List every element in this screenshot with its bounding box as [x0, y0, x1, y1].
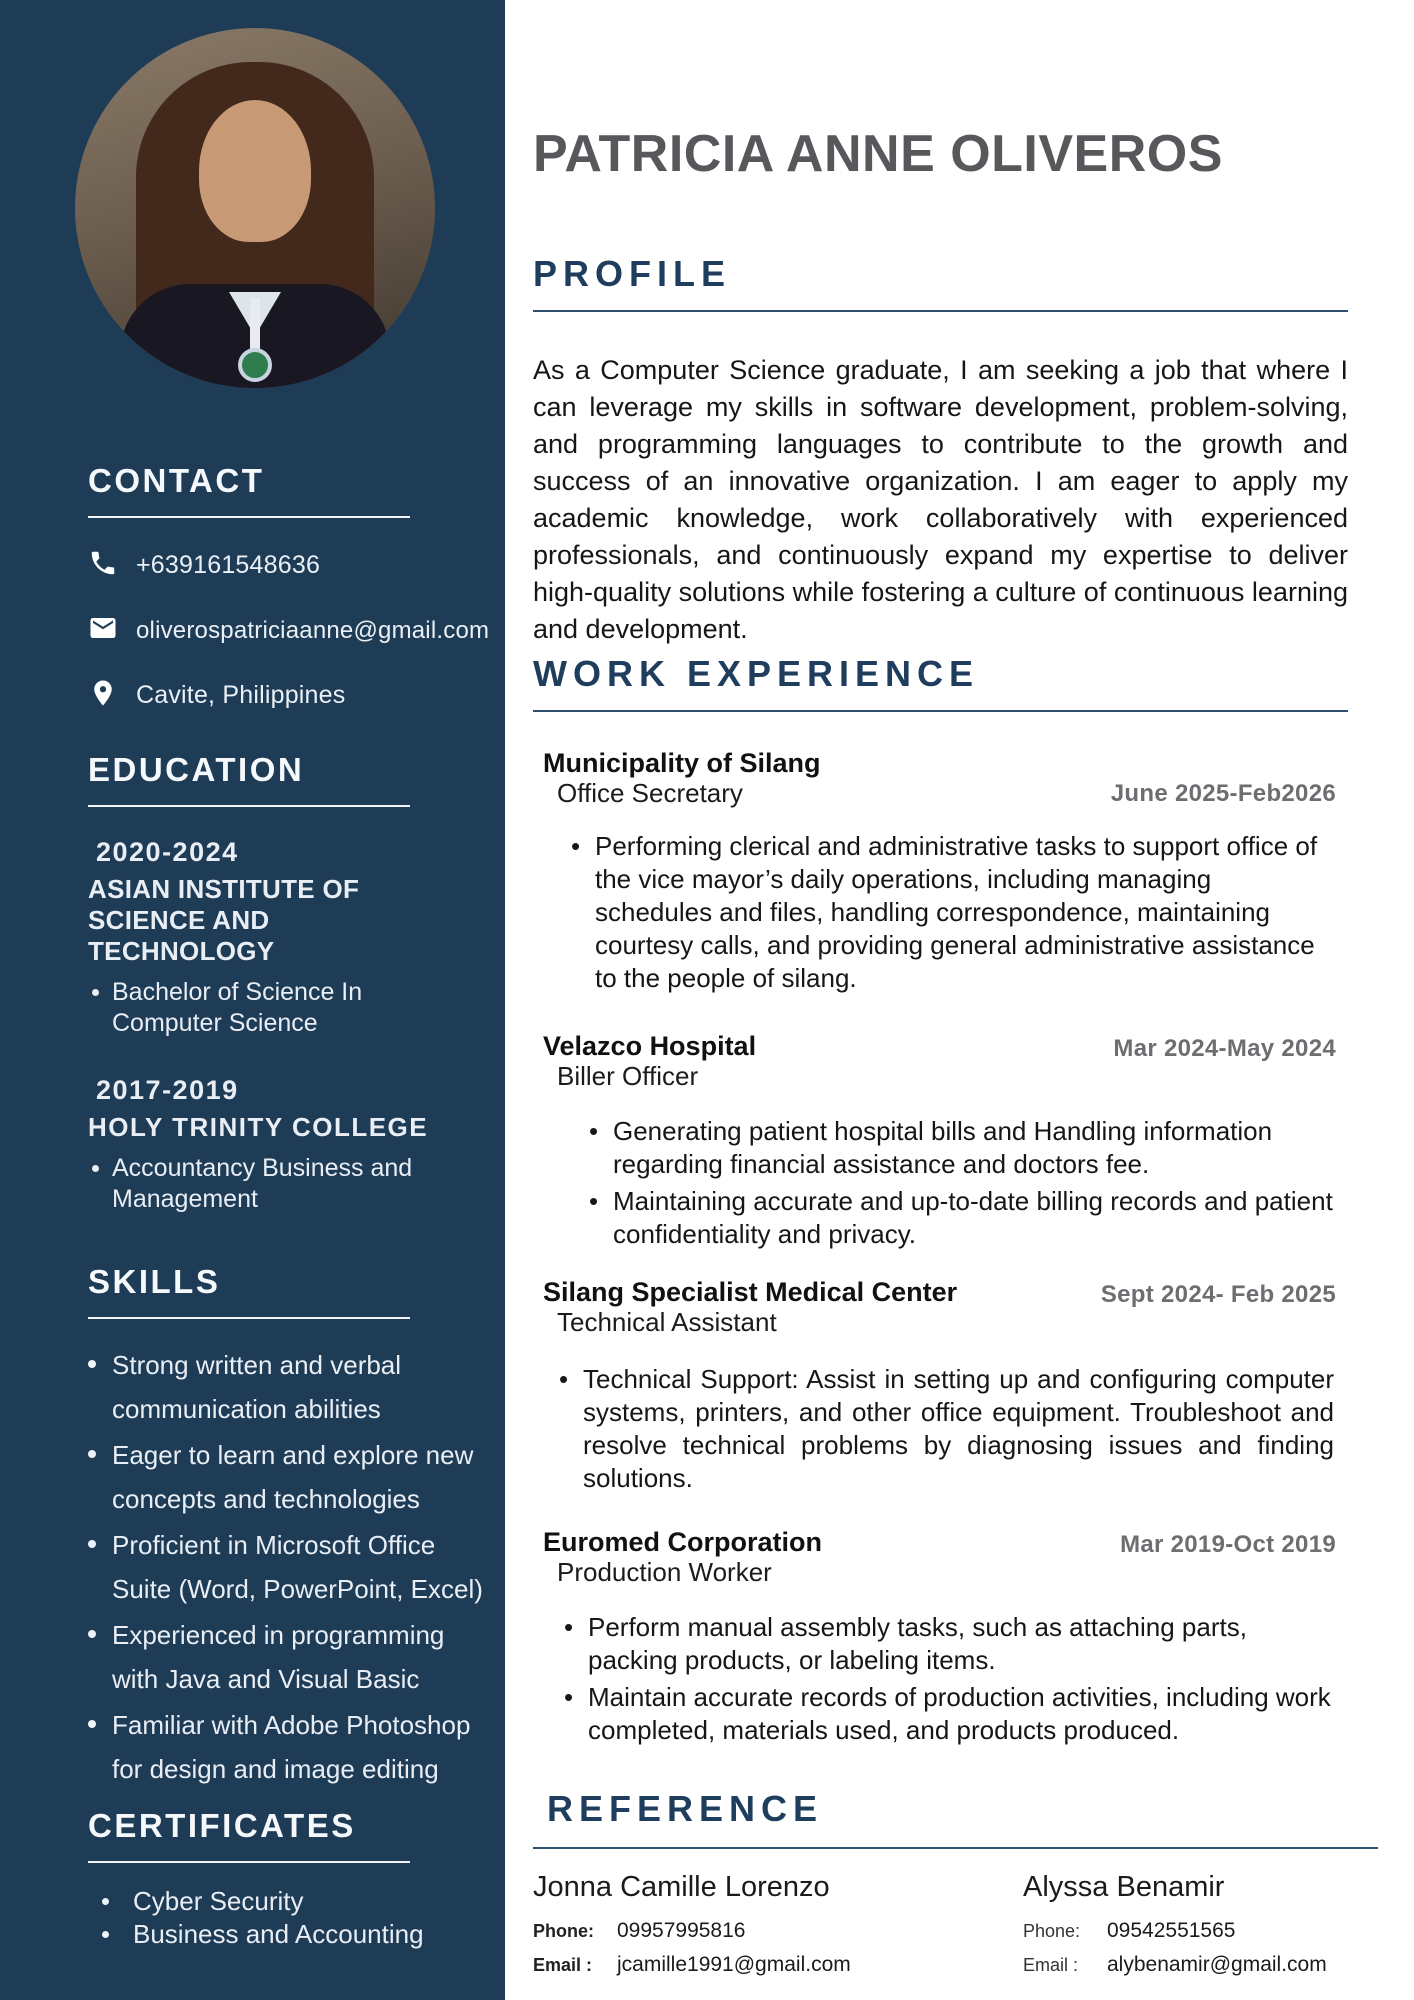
work-experience-section — [533, 653, 1348, 1747]
reference-email-label: Email : — [533, 1955, 593, 1975]
job-bullet: • Maintain accurate records of production activities, including work completed, materials used, and products produced. — [588, 1681, 1334, 1747]
phone-value: +639161548636 — [136, 551, 321, 579]
reference-phone-value: 09957995816 — [617, 1919, 746, 1942]
job-bullet: • Perform manual assembly tasks, such as attaching parts, packing products, or labeling items. — [588, 1611, 1334, 1677]
skills-divider — [88, 1317, 410, 1319]
email-value: oliverospatriciaanne@gmail.com — [136, 616, 490, 644]
education-degree-list — [88, 977, 495, 1039]
reference-email-label: Email : — [1023, 1955, 1079, 1975]
photo-face-shape — [199, 100, 311, 242]
job-title-block — [543, 1277, 957, 1337]
job-dates: June 2025-Feb2026 — [1110, 780, 1336, 807]
skill-item: Experienced in programming with Java and Visual Basic — [88, 1613, 483, 1701]
phone-icon — [88, 548, 118, 583]
education-divider — [88, 805, 410, 807]
reference-phone-label: Phone: — [1023, 1921, 1081, 1941]
job-company: Velazco Hospital — [543, 1031, 757, 1061]
reference-email-value: jcamille1991@gmail.com — [617, 1953, 851, 1976]
sidebar — [0, 0, 505, 2000]
job-header — [543, 748, 1348, 808]
profile-photo — [75, 28, 435, 388]
reference-email-row — [1023, 1953, 1327, 1977]
job-header — [543, 1277, 1348, 1337]
education-heading: EDUCATION — [88, 751, 305, 788]
reference-phone-label: Phone: — [533, 1921, 594, 1941]
job-title-block — [543, 1527, 822, 1587]
skill-item: Proficient in Microsoft Office Suite (Word, PowerPoint, Excel) — [88, 1523, 483, 1611]
certificates-heading: CERTIFICATES — [88, 1807, 356, 1844]
reference-phone-row — [533, 1919, 1023, 1943]
reference-email-value: alybenamir@gmail.com — [1107, 1953, 1327, 1976]
education-entry — [88, 837, 495, 1039]
profile-heading: PROFILE — [533, 253, 732, 294]
job-company: Silang Specialist Medical Center — [543, 1277, 958, 1307]
profile-section — [533, 253, 1348, 648]
contact-section — [88, 462, 495, 713]
education-degree: Accountancy Business and Management — [88, 1153, 428, 1215]
job-company: Municipality of Silang — [543, 748, 821, 778]
education-school: HOLY TRINITY COLLEGE — [88, 1112, 429, 1142]
job-header — [543, 1031, 1348, 1091]
contact-heading: CONTACT — [88, 462, 265, 499]
job-dates: Mar 2024-May 2024 — [1113, 1035, 1336, 1062]
job-role: Technical Assistant — [557, 1307, 777, 1337]
reference-phone-row — [1023, 1919, 1327, 1943]
skill-item: Familiar with Adobe Photoshop for design and image editing — [88, 1703, 483, 1791]
job-dates: Mar 2019-Oct 2019 — [1120, 1531, 1336, 1558]
skills-section — [88, 1263, 495, 1791]
job-title-block — [543, 1031, 756, 1091]
education-entry — [88, 1075, 495, 1215]
reference-name: Alyssa Benamir — [1023, 1871, 1225, 1903]
certificates-divider — [88, 1861, 410, 1863]
contact-location — [88, 678, 495, 713]
education-degree-list — [88, 1153, 495, 1215]
skills-list — [88, 1343, 495, 1791]
reference-name: Jonna Camille Lorenzo — [533, 1871, 830, 1903]
education-degree: Bachelor of Science In Computer Science — [88, 977, 428, 1039]
job-header — [543, 1527, 1348, 1587]
certificate-item: Cyber Security — [88, 1885, 495, 1918]
job-entry-silang-specialist-medical-center — [543, 1277, 1348, 1495]
job-entry-velazco-hospital — [543, 1031, 1348, 1251]
job-bullet: • Technical Support: Assist in setting up and configuring computer systems, printers, and other office equipment. Troubleshoot and resolve technical problems by diagnosing issues and finding solutions. — [583, 1363, 1334, 1495]
person-name: PATRICIA ANNE OLIVEROS — [533, 125, 1223, 183]
reference-section — [533, 1788, 1348, 1977]
skills-heading: SKILLS — [88, 1263, 221, 1300]
location-icon — [88, 678, 118, 713]
job-title-block — [543, 748, 821, 808]
reference-entry — [533, 1871, 1023, 1977]
certificates-list — [88, 1885, 495, 1951]
job-role: Office Secretary — [557, 778, 743, 808]
job-bullet: • Maintaining accurate and up-to-date billing records and patient confidentiality and privacy. — [613, 1185, 1334, 1251]
reference-columns — [533, 1871, 1348, 1977]
job-role: Production Worker — [557, 1557, 772, 1587]
job-bullet-list — [543, 1363, 1348, 1495]
job-bullet-list — [543, 1115, 1348, 1251]
profile-divider — [533, 310, 1348, 312]
main-content — [505, 0, 1414, 2000]
reference-divider — [533, 1847, 1378, 1849]
job-dates: Sept 2024- Feb 2025 — [1100, 1281, 1336, 1308]
education-school: ASIAN INSTITUTE OF SCIENCE AND TECHNOLOGY — [88, 874, 360, 966]
photo-medal-shape — [238, 348, 272, 382]
contact-phone — [88, 548, 495, 583]
job-bullet: • Generating patient hospital bills and Handling information regarding financial assistance and doctors fee. — [613, 1115, 1334, 1181]
job-entry-municipality-of-silang — [543, 748, 1348, 995]
profile-text: As a Computer Science graduate, I am seeking a job that where I can leverage my skills in software development, problem-solving, and programming languages to contribute to the growth and success of an innovative organization. I am eager to apply my academic knowledge, work collaboratively with experienced professionals, and continuously expand my expertise to deliver high-quality solutions while fostering a culture of continuous learning and development. — [533, 355, 1348, 644]
skill-item: Eager to learn and explore new concepts and technologies — [88, 1433, 483, 1521]
education-years: 2020-2024 — [96, 837, 239, 867]
job-bullet-list — [543, 1611, 1348, 1747]
skill-item: Strong written and verbal communication abilities — [88, 1343, 483, 1431]
education-years: 2017-2019 — [96, 1075, 239, 1105]
education-section — [88, 751, 495, 1215]
location-value: Cavite, Philippines — [136, 681, 346, 709]
job-bullet: • Performing clerical and administrative tasks to support office of the vice mayor’s daily operations, including managing schedules and files, handling correspondence, maintaining courtesy calls, and providing general administrative assistance to the people of silang. — [595, 830, 1334, 995]
certificate-item: Business and Accounting — [88, 1918, 495, 1951]
job-bullet-list — [543, 830, 1348, 995]
contact-email — [88, 613, 495, 648]
job-company: Euromed Corporation — [543, 1527, 823, 1557]
certificates-section — [88, 1807, 495, 1951]
contact-divider — [88, 516, 410, 518]
reference-email-row — [533, 1953, 1023, 1977]
email-icon — [88, 613, 118, 648]
reference-entry — [1023, 1871, 1327, 1977]
reference-heading: REFERENCE — [547, 1788, 824, 1829]
work-experience-heading: WORK EXPERIENCE — [533, 653, 980, 694]
reference-phone-value: 09542551565 — [1107, 1919, 1236, 1942]
work-divider — [533, 710, 1348, 712]
job-entry-euromed-corporation — [543, 1527, 1348, 1747]
job-role: Biller Officer — [557, 1061, 699, 1091]
